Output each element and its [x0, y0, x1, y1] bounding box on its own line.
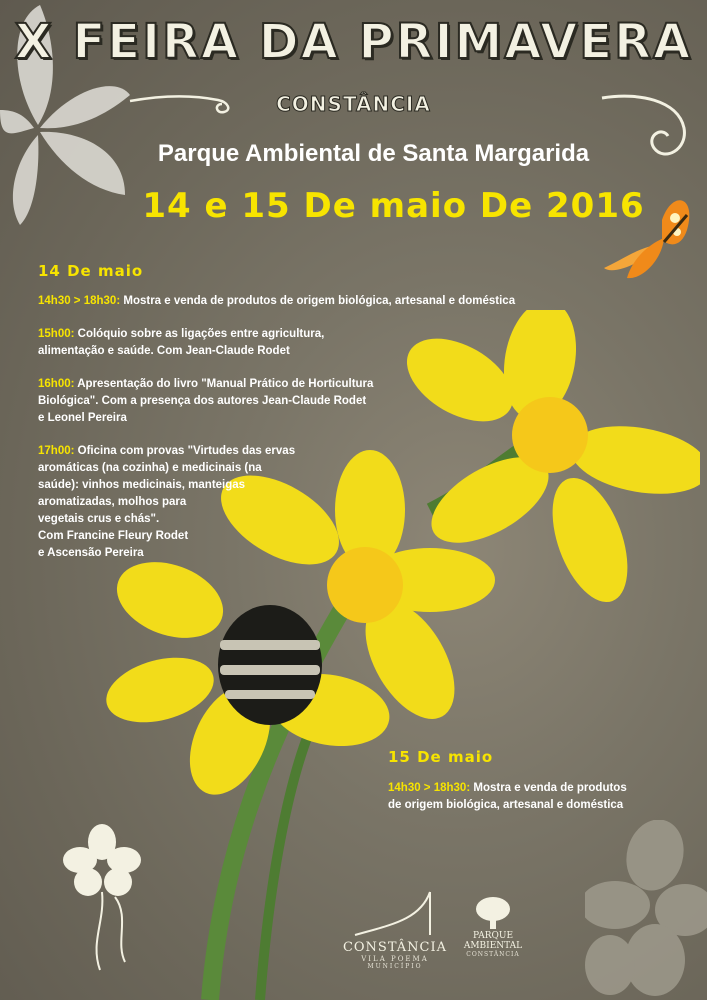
event-desc: aromáticas (na cozinha) e medicinais (na: [38, 462, 262, 474]
event-item: [38, 326, 658, 360]
event-time: 14h30 > 18h30:: [38, 295, 121, 307]
event-item: [38, 293, 658, 310]
event-item: [38, 443, 658, 562]
event-item: [388, 780, 688, 814]
constancia-logo: [340, 890, 450, 970]
event-desc: Biológica". Com a presença dos autores Jean-Claude Rodet: [38, 395, 367, 407]
day2-label: 15 De maio: [388, 748, 494, 766]
event-time: 15h00:: [38, 328, 75, 340]
parque-logo: [455, 895, 531, 958]
parque-line2: AMBIENTAL: [463, 941, 523, 951]
event-desc: alimentação e saúde. Com Jean-Claude Rodet: [38, 345, 290, 357]
event-desc: Mostra e venda de produtos de origem biológica, artesanal e doméstica: [123, 295, 516, 307]
constancia-sub: MUNICÍPIO: [367, 963, 423, 970]
event-desc: Colóquio sobre as ligações entre agricultura,: [77, 328, 325, 340]
flower-outline-icon: [60, 822, 150, 972]
event-desc: vegetais crus e chás".: [38, 513, 160, 525]
event-desc: aromatizadas, molhos para: [38, 496, 187, 508]
event-desc: Mostra e venda de produtos: [473, 782, 627, 794]
event-desc: e Leonel Pereira: [38, 412, 127, 424]
flower-outline-icon: [585, 820, 707, 1000]
parque-line1: PARQUE: [472, 931, 514, 941]
day1-label: 14 De maio: [38, 262, 144, 280]
event-item: [38, 376, 658, 427]
event-desc: e Ascensão Pereira: [38, 547, 144, 559]
event-desc: de origem biológica, artesanal e doméstica: [388, 799, 624, 811]
event-time: 16h00:: [38, 378, 75, 390]
event-dates: 14 e 15 De maio De 2016: [142, 186, 645, 226]
constancia-name: CONSTÂNCIA: [342, 940, 448, 955]
event-time: 17h00:: [38, 445, 75, 457]
event-desc: Com Francine Fleury Rodet: [38, 530, 189, 542]
event-desc: saúde): vinhos medicinais, manteigas: [38, 479, 246, 491]
bee-icon: [218, 605, 322, 725]
tree-icon: [473, 895, 513, 931]
poster-subtitle: CONSTÂNCIA: [276, 92, 431, 116]
poster-title: X FEIRA DA PRIMAVERA: [14, 14, 693, 70]
day1-events: [38, 293, 658, 578]
logo-mark-icon: [350, 890, 440, 940]
event-desc: Apresentação do livro "Manual Prático de Horticultura: [77, 378, 374, 390]
event-time: 14h30 > 18h30:: [388, 782, 471, 794]
event-desc: Oficina com provas "Virtudes das ervas: [77, 445, 296, 457]
day2-events: [388, 780, 688, 830]
constancia-tagline: VILA POEMA: [361, 955, 429, 963]
parque-line3: CONSTÂNCIA: [466, 951, 520, 958]
venue: Parque Ambiental de Santa Margarida: [157, 140, 590, 167]
